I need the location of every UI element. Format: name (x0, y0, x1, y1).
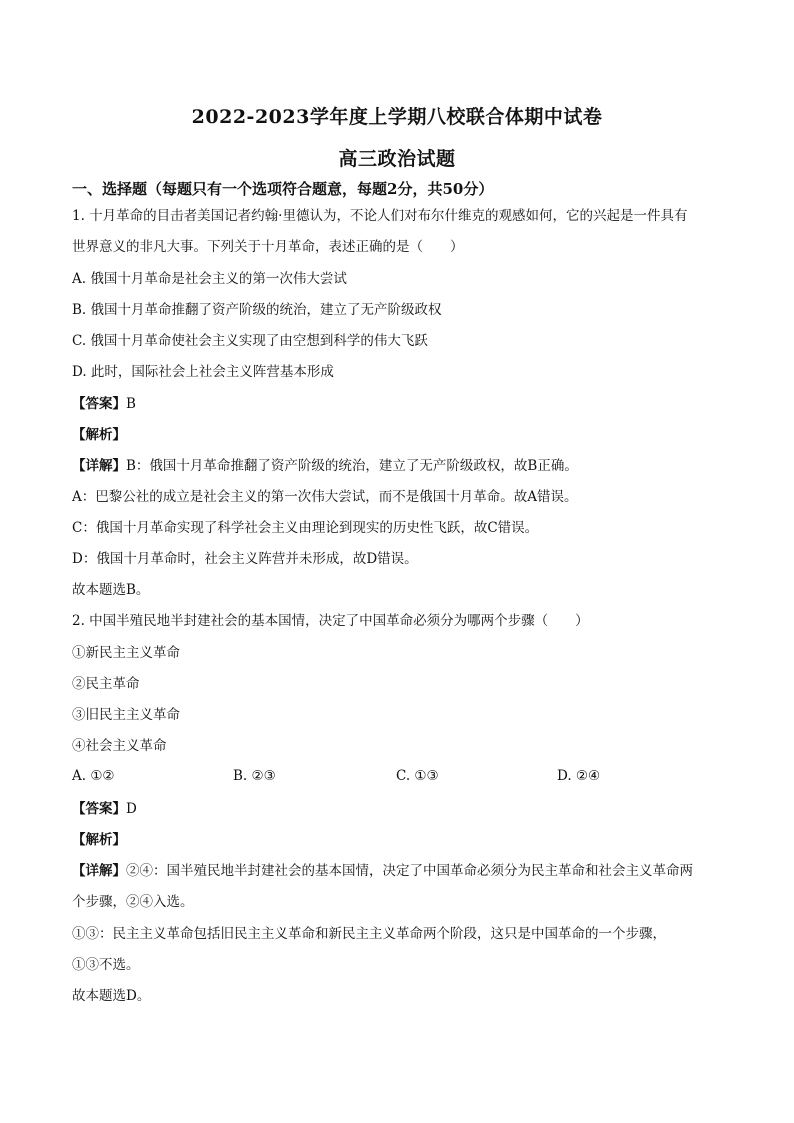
q2-item-2: ②民主革命 (72, 676, 140, 692)
q1-detail-line3: C：俄国十月革命实现了科学社会主义由理论到现实的历史性飞跃，故C错误。 (72, 520, 539, 536)
q1-analysis-tag: 【解析】 (72, 427, 126, 443)
q2-detail-line3: ①③：民主主义革命包括旧民主主义革命和新民主主义革命两个阶段，这只是中国革命的一个步骤， (72, 926, 666, 942)
q2-choice-c: C. ①③ (396, 768, 439, 784)
exam-subtitle: 高三政治试题 (338, 148, 456, 170)
q1-option-c: C. 俄国十月革命使社会主义实现了由空想到科学的伟大飞跃 (72, 333, 428, 349)
q2-stem: 2. 中国半殖民地半封建社会的基本国情，决定了中国革命必须分为哪两个步骤（ ） (72, 613, 589, 629)
q2-detail-line1 (72, 862, 693, 880)
q1-option-b: B. 俄国十月革命推翻了资产阶级的统治，建立了无产阶级政权 (72, 302, 442, 318)
q1-answer-value: B (126, 396, 136, 412)
q2-item-4: ④社会主义革命 (72, 738, 167, 754)
q1-detail-text1: B：俄国十月革命推翻了资产阶级的统治，建立了无产阶级政权，故B正确。 (126, 458, 578, 474)
q1-detail-tag: 【详解】 (72, 458, 126, 474)
q1-answer-tag: 【答案】 (72, 396, 126, 412)
q1-detail-line1 (72, 457, 578, 475)
q2-item-3: ③旧民主主义革命 (72, 707, 180, 723)
q1-stem-line1: 1. 十月革命的目击者美国记者约翰·里德认为，不论人们对布尔什维克的观感如何，它的兴起是一件具有 (72, 208, 688, 224)
q2-answer-value: D (126, 801, 137, 817)
q2-analysis-tag: 【解析】 (72, 832, 126, 848)
q2-detail-text1: ②④：国半殖民地半封建社会的基本国情，决定了中国革命必须分为民主革命和社会主义革命两 (126, 863, 693, 879)
q2-detail-line2: 个步骤，②④入选。 (72, 894, 194, 910)
q1-option-d: D. 此时，国际社会上社会主义阵营基本形成 (72, 364, 334, 380)
exam-title: 2022-2023学年度上学期八校联合体期中试卷 (191, 106, 603, 128)
q1-answer-line (72, 395, 136, 413)
q2-choice-a: A. ①② (72, 768, 115, 784)
q2-choice-d: D. ②④ (557, 768, 601, 784)
q1-conclusion: 故本题选B。 (72, 582, 150, 598)
q2-choices-row (0, 768, 794, 788)
q2-choice-b: B. ②③ (233, 768, 276, 784)
q2-item-1: ①新民主主义革命 (72, 645, 180, 661)
q2-detail-line4: ①③不选。 (72, 957, 140, 973)
q2-conclusion: 故本题选D。 (72, 988, 151, 1004)
q2-answer-line (72, 800, 137, 818)
q2-answer-tag: 【答案】 (72, 801, 126, 817)
section-heading: 一、选择题（每题只有一个选项符合题意，每题2分，共50分） (72, 180, 494, 198)
q1-detail-line2: A：巴黎公社的成立是社会主义的第一次伟大尝试，而不是俄国十月革命。故A错误。 (72, 489, 578, 505)
q1-detail-line4: D：俄国十月革命时，社会主义阵营并未形成，故D错误。 (72, 551, 418, 567)
q1-stem-line2: 世界意义的非凡大事。下列关于十月革命，表述正确的是（ ） (72, 239, 464, 255)
q2-detail-tag: 【详解】 (72, 863, 126, 879)
q1-option-a: A. 俄国十月革命是社会主义的第一次伟大尝试 (72, 271, 347, 287)
